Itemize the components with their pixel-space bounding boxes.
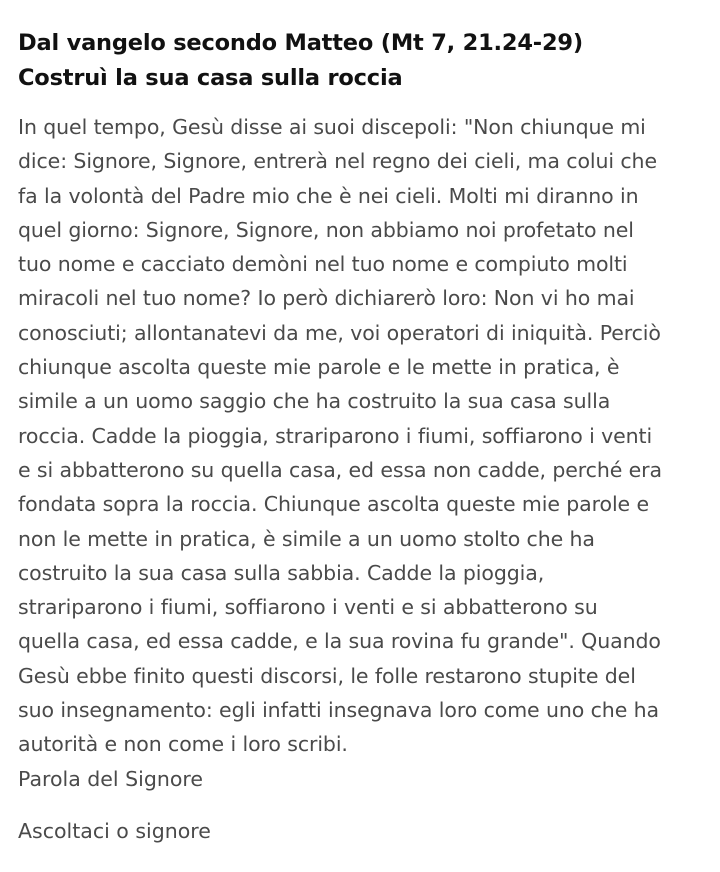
text-line: costruito la sua casa sulla sabbia. Cadde la pioggia,: [18, 560, 545, 585]
text-line: conosciuti; allontanatevi da me, voi operatori di iniquità. Perciò: [18, 320, 661, 345]
prayer-response: Ascoltaci o signore: [18, 818, 211, 843]
text-line: fa la volontà del Padre mio che è nei cieli. Molti mi diranno in: [18, 183, 639, 208]
text-line: roccia. Cadde la pioggia, strariparono i fiumi, soffiarono i venti: [18, 423, 653, 448]
title-subtitle: Costruì la sua casa sulla roccia: [18, 65, 403, 91]
text-line: tuo nome e cacciato demòni nel tuo nome e compiuto molti: [18, 252, 628, 277]
text-line: quel giorno: Signore, Signore, non abbiamo noi profetato nel: [18, 217, 634, 242]
title-reference: Dal vangelo secondo Matteo (Mt 7, 21.24-29): [18, 30, 583, 56]
page-title: [18, 26, 702, 96]
text-line: e si abbatterono su quella casa, ed essa non cadde, perché era: [18, 457, 662, 482]
text-line: fondata sopra la roccia. Chiunque ascolta queste mie parole e: [18, 492, 649, 517]
text-line: chiunque ascolta queste mie parole e le mette in pratica, è: [18, 355, 620, 380]
text-line: quella casa, ed essa cadde, e la sua rovina fu grande". Quando: [18, 629, 661, 654]
text-line: simile a un uomo saggio che ha costruito la sua casa sulla: [18, 389, 611, 414]
text-line: strariparono i fiumi, soffiarono i venti e si abbatterono su: [18, 595, 598, 620]
text-line: miracoli nel tuo nome? Io però dichiarerò loro: Non vi ho mai: [18, 286, 635, 311]
text-line: autorità e non come i loro scribi.: [18, 732, 348, 757]
text-line: non le mette in pratica, è simile a un uomo stolto che ha: [18, 526, 595, 551]
gospel-text: [18, 110, 702, 762]
text-line: dice: Signore, Signore, entrerà nel regno dei cieli, ma colui che: [18, 149, 657, 174]
text-line: suo insegnamento: egli infatti insegnava loro come uno che ha: [18, 698, 659, 723]
closing-formula: Parola del Signore: [18, 766, 203, 791]
text-line: In quel tempo, Gesù disse ai suoi discepoli: "Non chiunque mi: [18, 115, 646, 139]
text-line: Gesù ebbe finito questi discorsi, le folle restarono stupite del: [18, 663, 636, 688]
